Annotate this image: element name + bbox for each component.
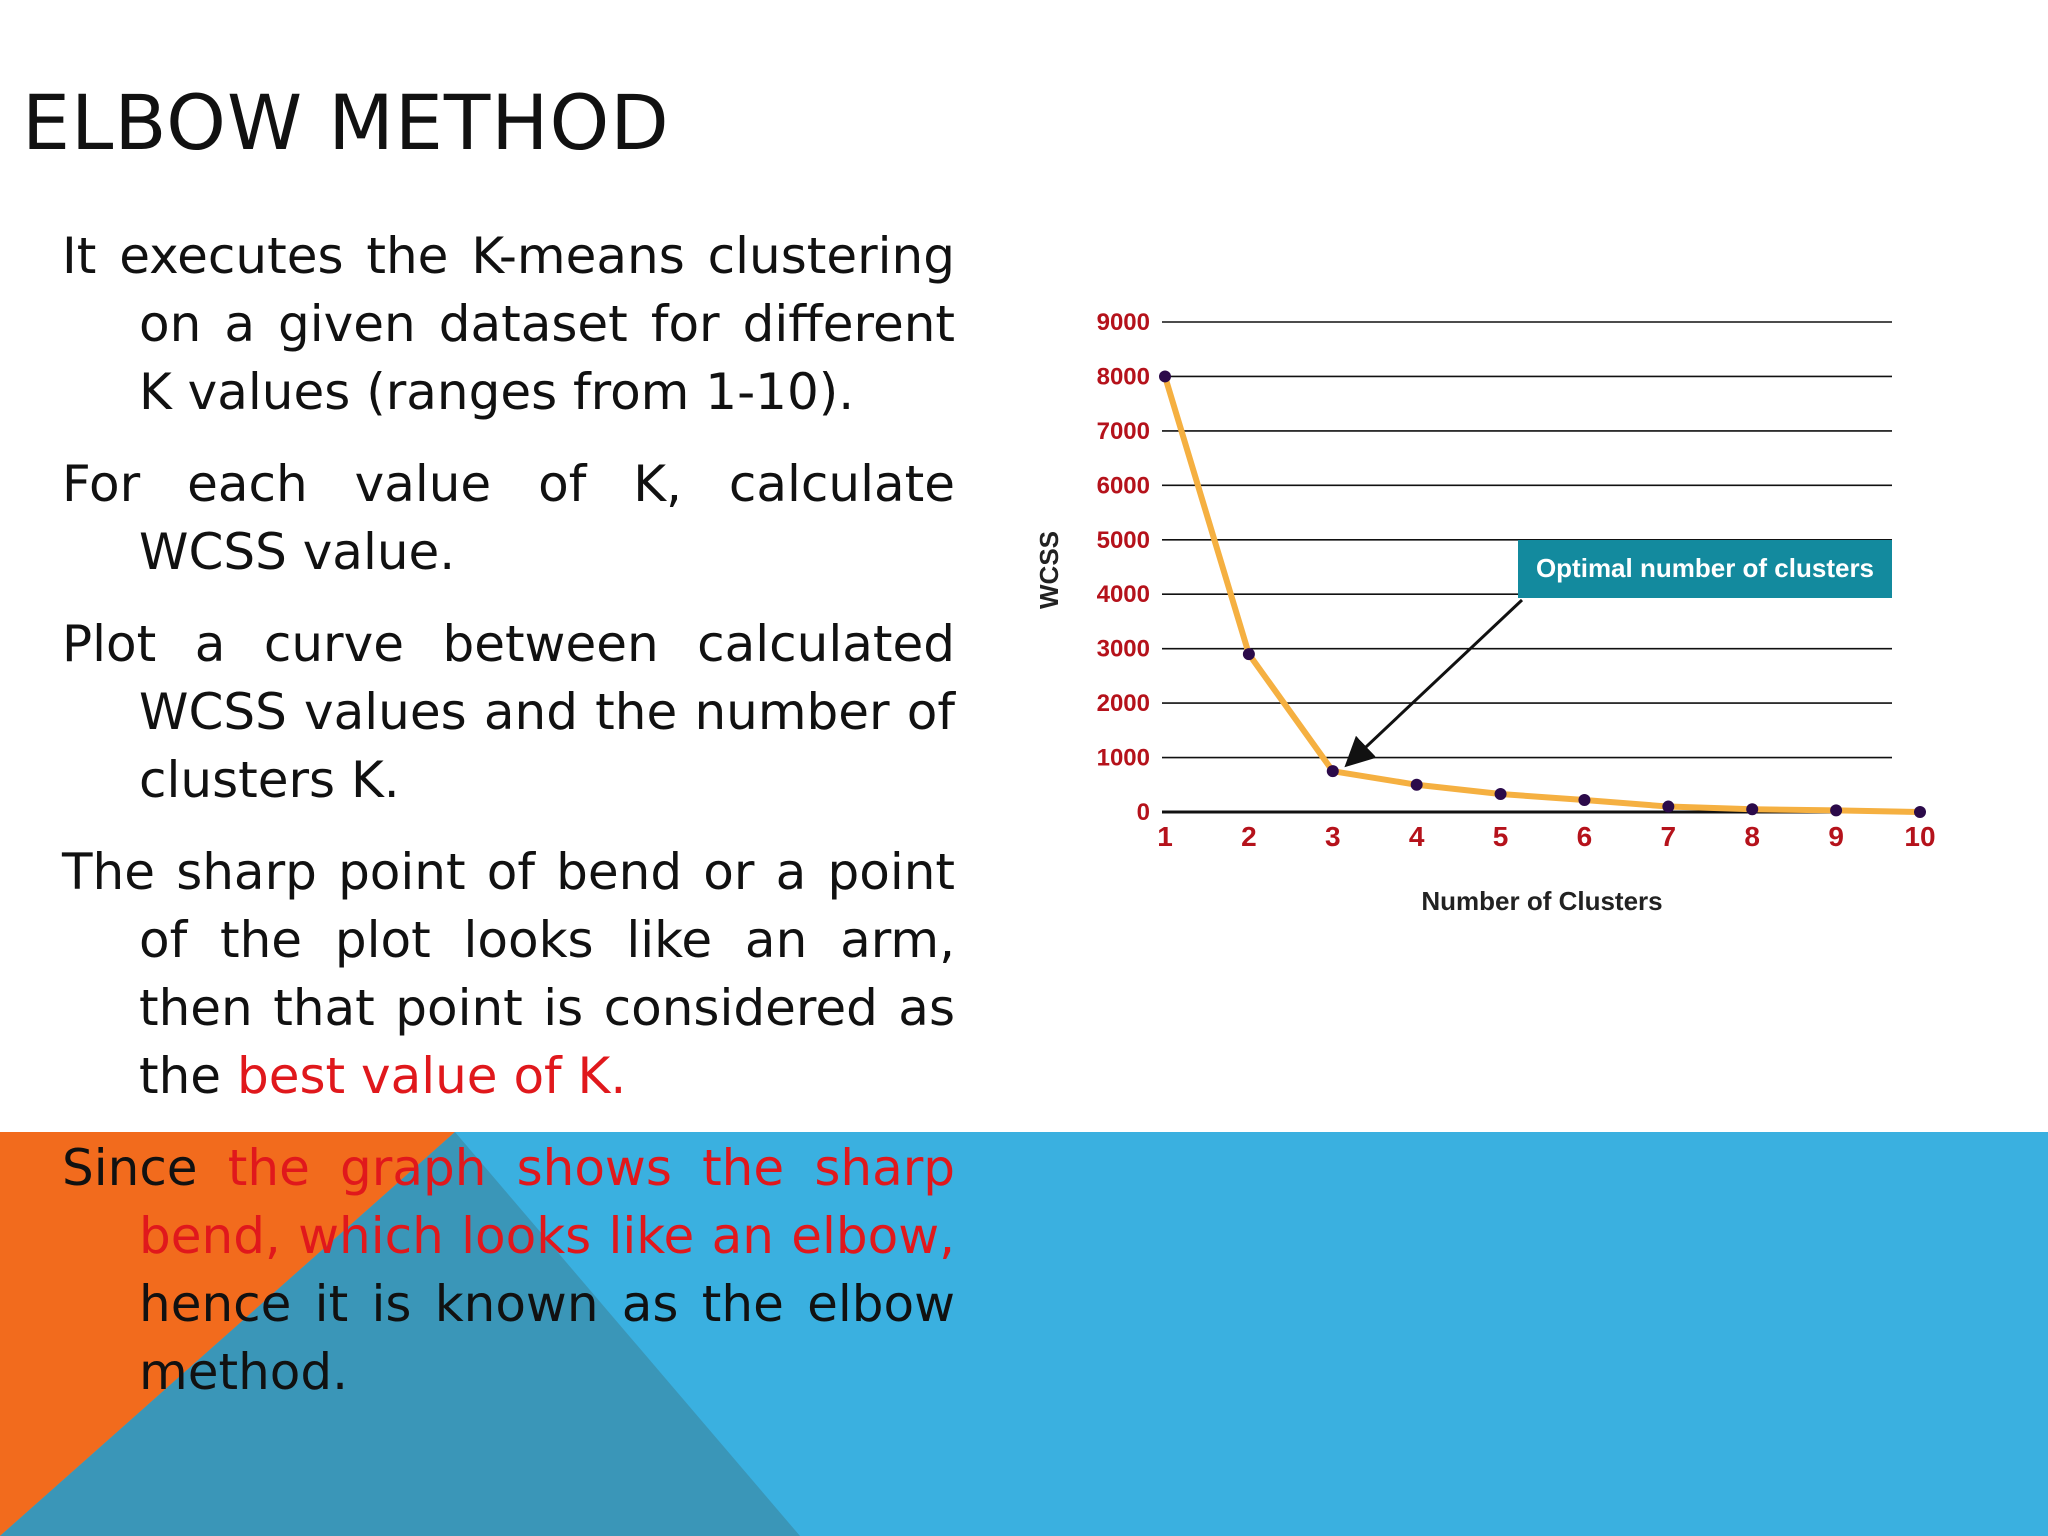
slide-title: ELBOW METHOD: [22, 78, 670, 167]
bullet-5: [62, 1134, 955, 1406]
x-tick-label: 10: [1904, 821, 1936, 852]
callout-arrow: [1349, 600, 1522, 763]
bullet-text: It executes the K-means clustering on a given dataset for different K values (ranges from 1-10).: [62, 227, 955, 421]
data-point: [1495, 788, 1507, 800]
elbow-chart: [1020, 270, 2030, 940]
y-tick-label: 8000: [1096, 363, 1150, 391]
bullet-text: For each value of K, calculate WCSS value.: [62, 455, 955, 581]
data-point: [1662, 801, 1674, 813]
data-point: [1159, 370, 1171, 382]
y-tick-label: 6000: [1096, 472, 1150, 500]
data-point: [1830, 804, 1842, 816]
x-axis-label: Number of Clusters: [1421, 886, 1663, 916]
x-tick-label: 3: [1324, 821, 1341, 852]
data-point: [1327, 765, 1339, 777]
bullet-list: [62, 222, 955, 1430]
x-tick-label: 4: [1408, 821, 1425, 852]
y-tick-label: 5000: [1096, 526, 1150, 554]
data-point: [1411, 779, 1423, 791]
data-point: [1746, 803, 1758, 815]
bullet-text: The sharp point of bend or a point of the plot looks like an arm, then that point is considered as the: [62, 843, 955, 1105]
y-tick-label: 1000: [1096, 744, 1150, 772]
y-tick-label: 7000: [1096, 417, 1150, 445]
y-tick-label: 9000: [1096, 309, 1150, 336]
bullet-text: hence it is known as the elbow method.: [139, 1275, 955, 1401]
bullet-text: Since: [62, 1139, 228, 1197]
x-tick-label: 8: [1744, 821, 1761, 852]
y-tick-label: 2000: [1096, 690, 1150, 718]
data-point: [1578, 794, 1590, 806]
data-point: [1243, 648, 1255, 660]
x-tick-label: 1: [1157, 821, 1173, 852]
x-tick-label: 7: [1660, 821, 1677, 852]
bullet-2: [62, 450, 955, 586]
x-tick-label: 9: [1828, 821, 1844, 852]
y-tick-label: 0: [1136, 799, 1150, 826]
highlighted-text: the graph shows the sharp bend, which looks like an elbow,: [139, 1139, 956, 1265]
x-tick-label: 5: [1492, 821, 1509, 852]
y-tick-label: 4000: [1096, 581, 1150, 609]
callout-label: Optimal number of clusters: [1535, 553, 1875, 583]
data-point: [1914, 806, 1926, 818]
highlighted-text: best value of K.: [236, 1047, 627, 1105]
y-tick-label: 3000: [1096, 635, 1150, 663]
bullet-3: [62, 610, 955, 814]
x-tick-label: 2: [1241, 821, 1257, 852]
bullet-1: [62, 222, 955, 426]
y-axis-label: WCSS: [1034, 531, 1064, 609]
x-tick-label: 6: [1576, 821, 1593, 852]
bullet-text: Plot a curve between calculated WCSS values and the number of clusters K.: [62, 615, 955, 809]
bullet-4: [62, 838, 955, 1110]
